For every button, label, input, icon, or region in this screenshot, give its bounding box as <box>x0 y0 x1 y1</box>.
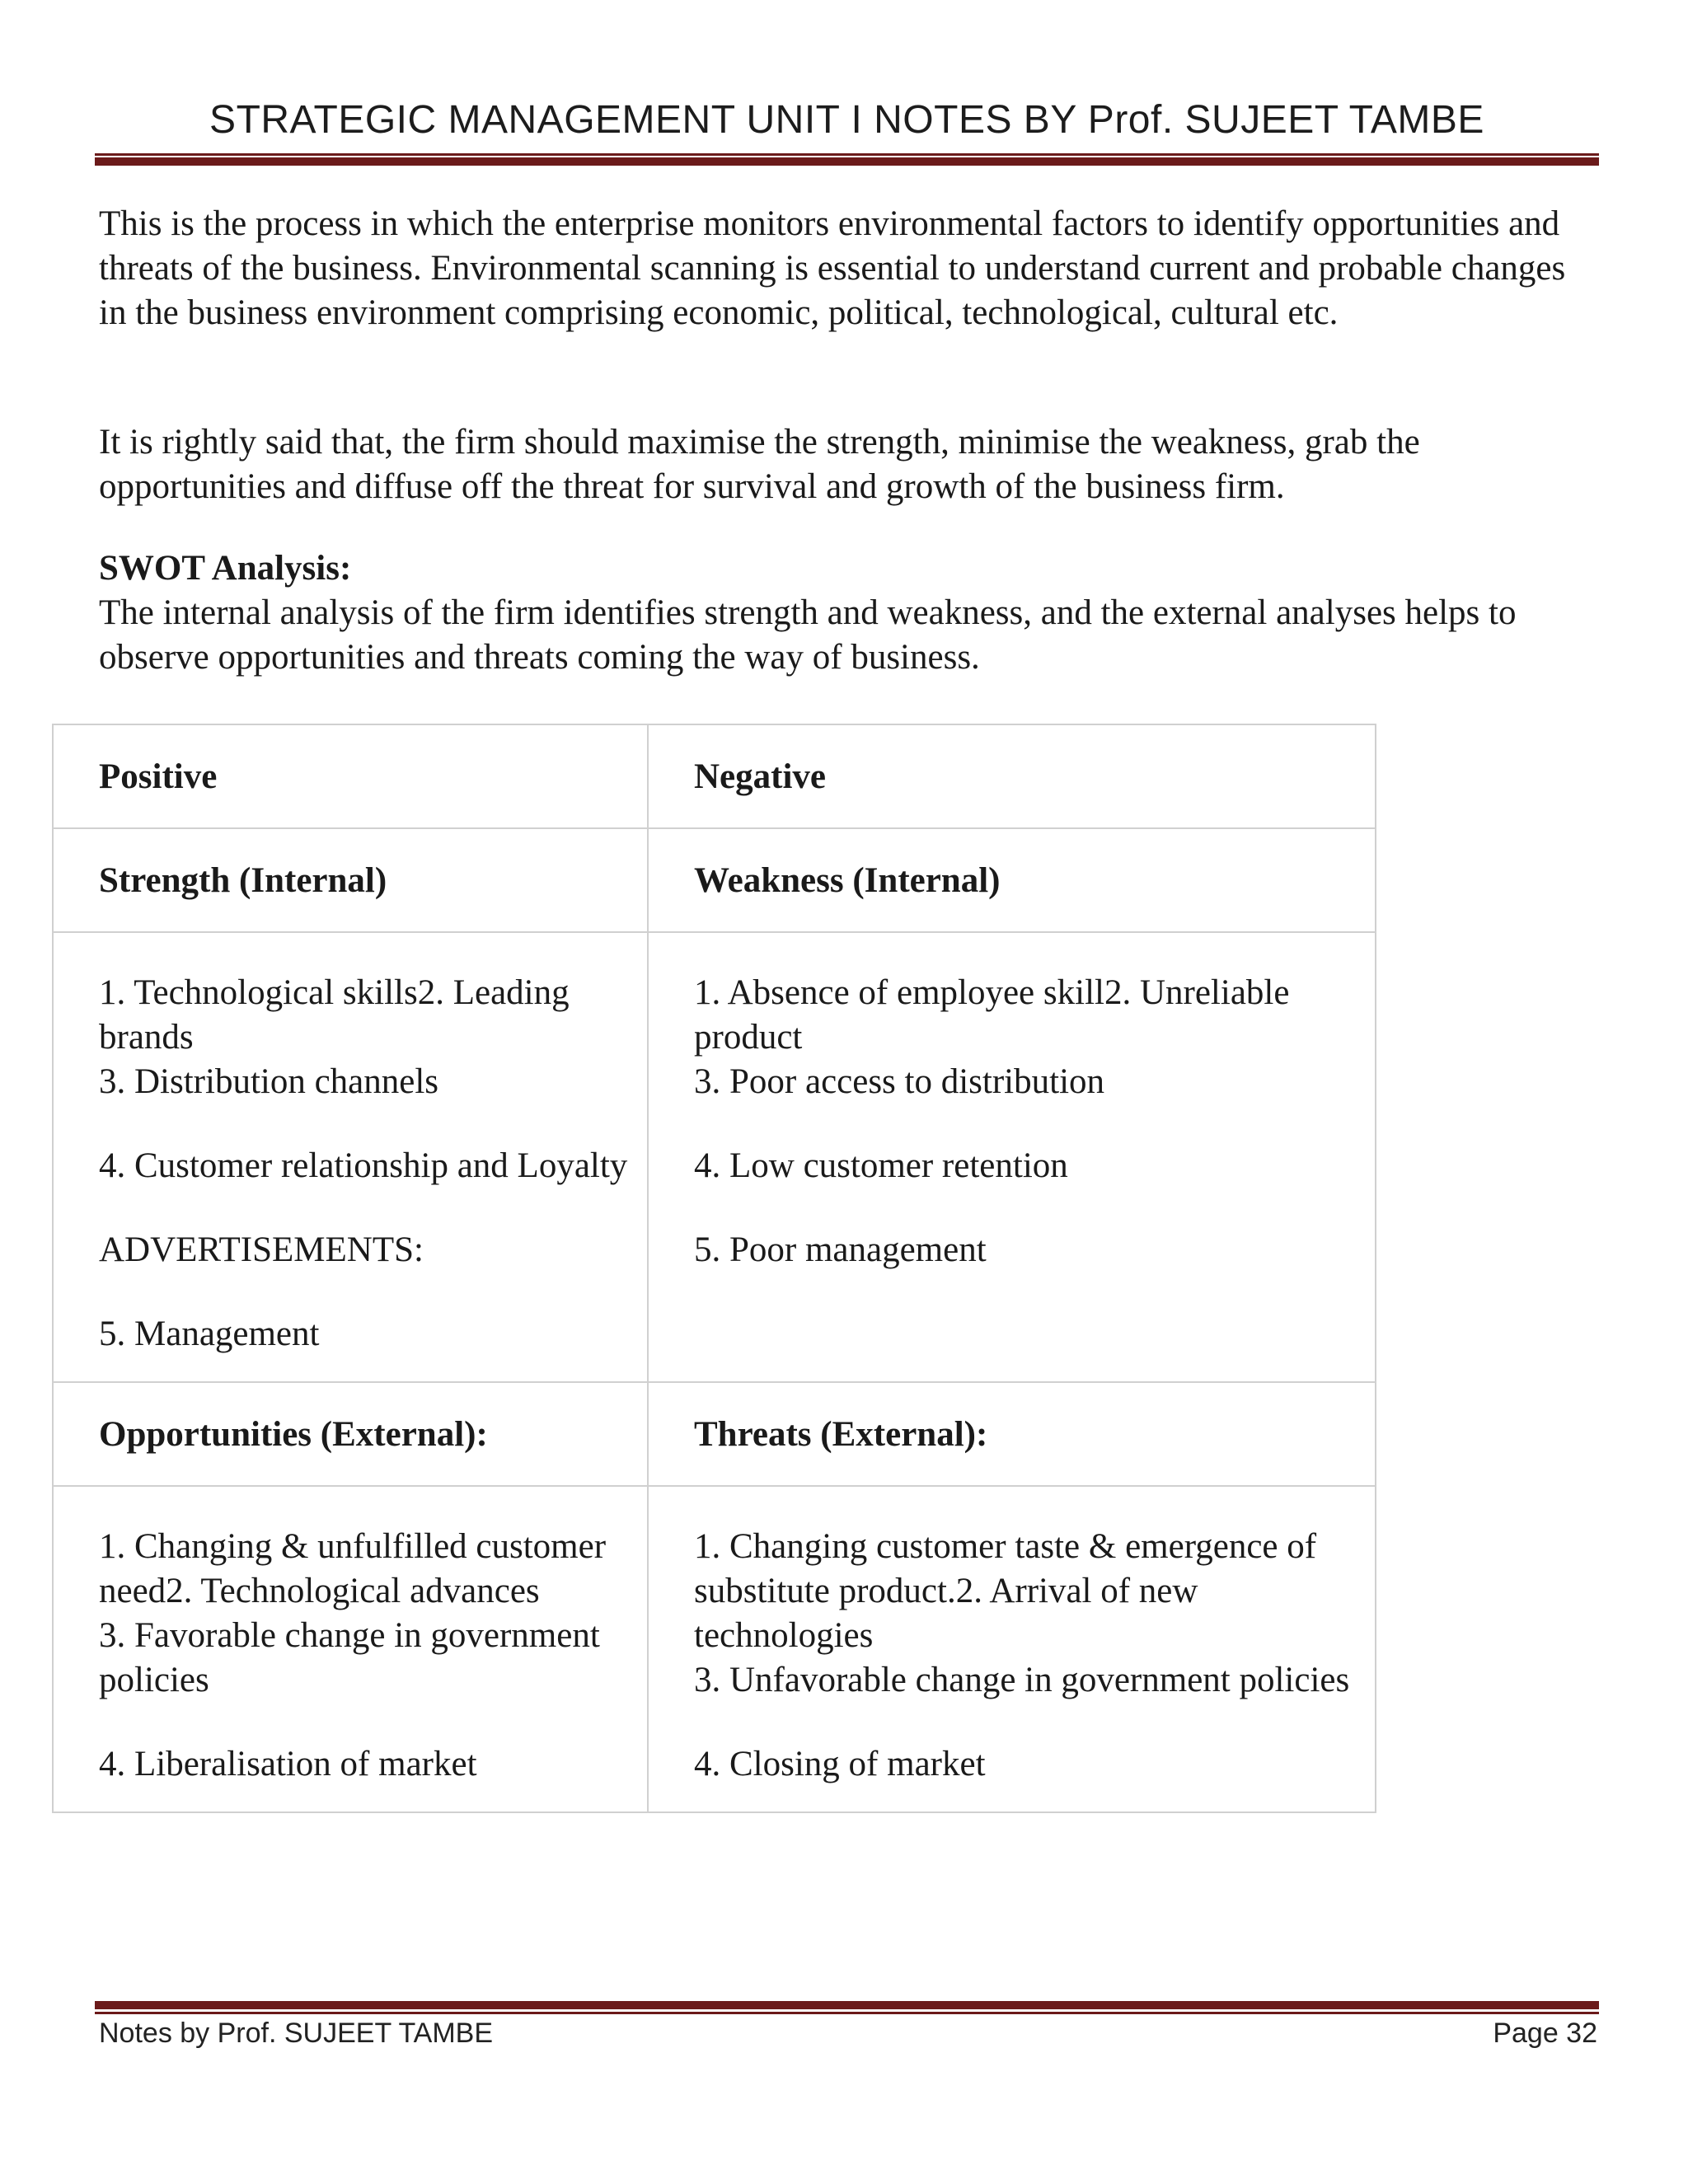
paragraph-swot-intro: The internal analysis of the firm identifies strength and weakness, and the external analyses helps to observe opportunities and threats coming the way of business. <box>99 593 1517 677</box>
list-item: 4. Customer relationship and Loyalty <box>99 1146 628 1185</box>
list-item: 1. Changing customer taste & emergence of substitute product.2. Arrival of new technologies <box>694 1527 1317 1655</box>
paragraph-maximise-strength: It is rightly said that, the firm should maximise the strength, minimise the weakness, grab the opportunities and diffuse off the threat for survival and growth of the business firm. <box>99 423 1420 506</box>
page-header-title: STRATEGIC MANAGEMENT UNIT I NOTES BY Prof. SUJEET TAMBE <box>209 98 1484 142</box>
cell-opportunities-label: Opportunities (External): <box>53 1382 648 1486</box>
list-item: 4. Closing of market <box>694 1745 986 1783</box>
cell-negative: Negative <box>648 724 1376 828</box>
list-item: 3. Favorable change in government policies <box>99 1616 600 1699</box>
list-item: ADVERTISEMENTS: <box>99 1230 424 1269</box>
cell-weakness-label: Weakness (Internal) <box>648 828 1376 932</box>
list-item: 1. Absence of employee skill2. Unreliable product <box>694 973 1290 1057</box>
footer-page-number: Page 32 <box>1493 2018 1597 2049</box>
cell-threats-list <box>648 1486 1376 1812</box>
cell-strength-label: Strength (Internal) <box>53 828 648 932</box>
list-item: 3. Unfavorable change in government policies <box>694 1661 1350 1699</box>
swot-heading: SWOT Analysis: <box>99 549 352 588</box>
swot-table <box>52 724 1376 1813</box>
list-item: 4. Low customer retention <box>694 1146 1068 1185</box>
footer-rule-thick <box>95 2001 1599 2009</box>
list-item: 1. Technological skills2. Leading brands <box>99 973 570 1057</box>
table-row <box>53 932 1376 1382</box>
header-rule-thick <box>95 157 1599 166</box>
table-row <box>53 1486 1376 1812</box>
cell-opportunities-list <box>53 1486 648 1812</box>
list-item: 5. Poor management <box>694 1230 987 1269</box>
footer-author: Notes by Prof. SUJEET TAMBE <box>99 2018 494 2049</box>
cell-strengths-list <box>53 932 648 1382</box>
footer-rule-thin <box>95 2012 1599 2014</box>
list-item: 1. Changing & unfulfilled customer need2. Technological advances <box>99 1527 607 1610</box>
list-item: 4. Liberalisation of market <box>99 1745 477 1783</box>
cell-weaknesses-list <box>648 932 1376 1382</box>
table-row <box>53 828 1376 932</box>
table-row <box>53 724 1376 828</box>
header-rule-thin <box>95 153 1599 156</box>
list-item: 5. Management <box>99 1315 320 1353</box>
list-item: 3. Distribution channels <box>99 1062 439 1101</box>
list-item: 3. Poor access to distribution <box>694 1062 1105 1101</box>
table-row <box>53 1382 1376 1486</box>
paragraph-environmental-scanning: This is the process in which the enterprise monitors environmental factors to identify opportunities and threats of the business. Environmental scanning is essential to understand current and probable changes in the business environment comprising economic, political, technological, cultural etc. <box>99 204 1566 332</box>
cell-positive: Positive <box>53 724 648 828</box>
cell-threats-label: Threats (External): <box>648 1382 1376 1486</box>
